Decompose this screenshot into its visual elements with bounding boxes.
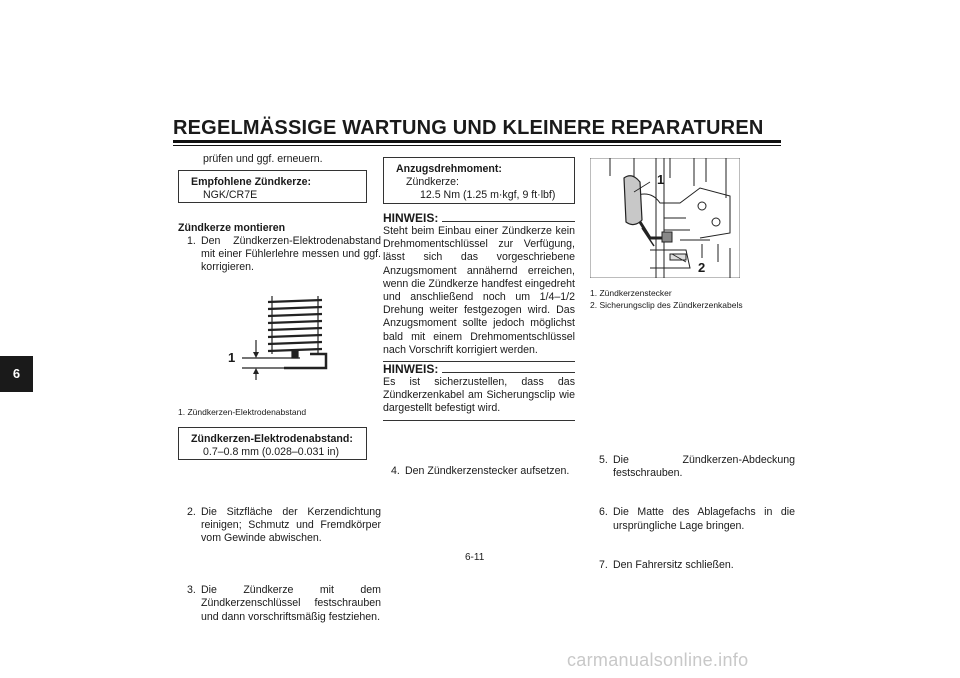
hinweis-1-text: Steht beim Einbau einer Zündkerze kein Drehmomentschlüssel zur Verfügung, lässt sich das vorgeschriebene Anzugsmoment annähernd erreichen, wenn die Zündkerze handfest eingedreht und anschließend noch um 1/4–1/2 Drehung weiter festgezogen wird. Das Anzugsmoment sollte jedoch möglichst bald mit einem Drehmomentschlüssel nach Vorschrift korrigiert werden. (383, 225, 575, 356)
plug-cap-figure (590, 158, 740, 278)
hinweis-2 (383, 362, 575, 421)
section-heading: Zündkerze montieren (178, 222, 286, 234)
spark-plug-gap-figure (240, 292, 330, 382)
intro-text: prüfen und ggf. erneuern. (203, 153, 323, 165)
step-2-number: 2. (187, 505, 196, 518)
step-4 (383, 465, 589, 478)
step-5-text: Die Zündkerzen-Abdeckung festschrauben. (613, 454, 795, 480)
title-rule-thick (173, 140, 781, 143)
title-rule-thin (173, 145, 781, 146)
torque-label: Anzugsdrehmoment: (396, 163, 502, 175)
page-number: 6-11 (465, 552, 485, 563)
recommended-plug-label: Empfohlene Zündkerze: (191, 176, 312, 188)
gap-figure-caption: 1. Zündkerzen-Elektrodenabstand (178, 407, 307, 417)
hinweis-1 (383, 211, 575, 362)
step-3 (187, 584, 381, 624)
step-4-number: 4. (391, 464, 400, 477)
recommended-plug-value: NGK/CR7E (203, 189, 258, 201)
step-5 (599, 454, 795, 480)
recommended-plug-box (178, 170, 367, 203)
step-6-number: 6. (599, 506, 608, 519)
step-7 (599, 559, 795, 572)
step-7-text: Den Fahrersitz schließen. (613, 558, 734, 571)
step-7-number: 7. (599, 558, 608, 571)
watermark: carmanualsonline.info (567, 650, 749, 670)
torque-value: 12.5 Nm (1.25 m·kgf, 9 ft·lbf) (420, 189, 556, 201)
step-6 (599, 506, 795, 532)
hinweis-2-end-rule (383, 420, 575, 421)
electrode-gap-box (178, 427, 367, 460)
torque-box (383, 157, 575, 204)
torque-item: Zündkerze: (406, 176, 459, 188)
callout-2: 2 (698, 260, 706, 275)
step-1-number: 1. (187, 235, 196, 247)
step-4-text: Den Zündkerzenstecker aufsetzen. (405, 464, 570, 477)
caption-2: 2. Sicherungsclip des Zündkerzenkabels (590, 300, 743, 310)
step-1-text: Den Zündkerzen-Elektrodenabstand mit einer Fühlerlehre messen und ggf. korrigieren. (201, 235, 381, 274)
callout-1: 1 (657, 172, 665, 187)
hinweis-1-heading: HINWEIS: (383, 211, 439, 225)
step-3-number: 3. (187, 584, 196, 597)
step-2-text: Die Sitzfläche der Kerzendichtung reinigen; Schmutz und Fremdkörper vom Gewinde abwischen. (201, 505, 381, 545)
step-2 (187, 506, 381, 546)
hinweis-2-heading: HINWEIS: (383, 362, 439, 376)
hinweis-2-text: Es ist sicherzustellen, dass das Zündkerzenkabel am Sicherungsclip wie dargestellt befestigt wird. (383, 376, 575, 415)
chapter-tab: 6 (0, 356, 33, 392)
caption-1: 1. Zündkerzenstecker (590, 288, 672, 298)
electrode-gap-label: Zündkerzen-Elektrodenabstand: (191, 433, 353, 445)
electrode-gap-value: 0.7–0.8 mm (0.028–0.031 in) (203, 446, 340, 458)
step-1 (187, 235, 381, 275)
step-3-text: Die Zündkerze mit dem Zündkerzenschlüssel festschrauben und dann vorschriftsmäßig festziehen. (201, 584, 381, 623)
gap-callout: 1 (228, 350, 236, 365)
step-6-text: Die Matte des Ablagefachs in die ursprüngliche Lage bringen. (613, 506, 795, 532)
page-title: REGELMÄSSIGE WARTUNG UND KLEINERE REPARATUREN (173, 117, 764, 139)
step-5-number: 5. (599, 454, 608, 467)
